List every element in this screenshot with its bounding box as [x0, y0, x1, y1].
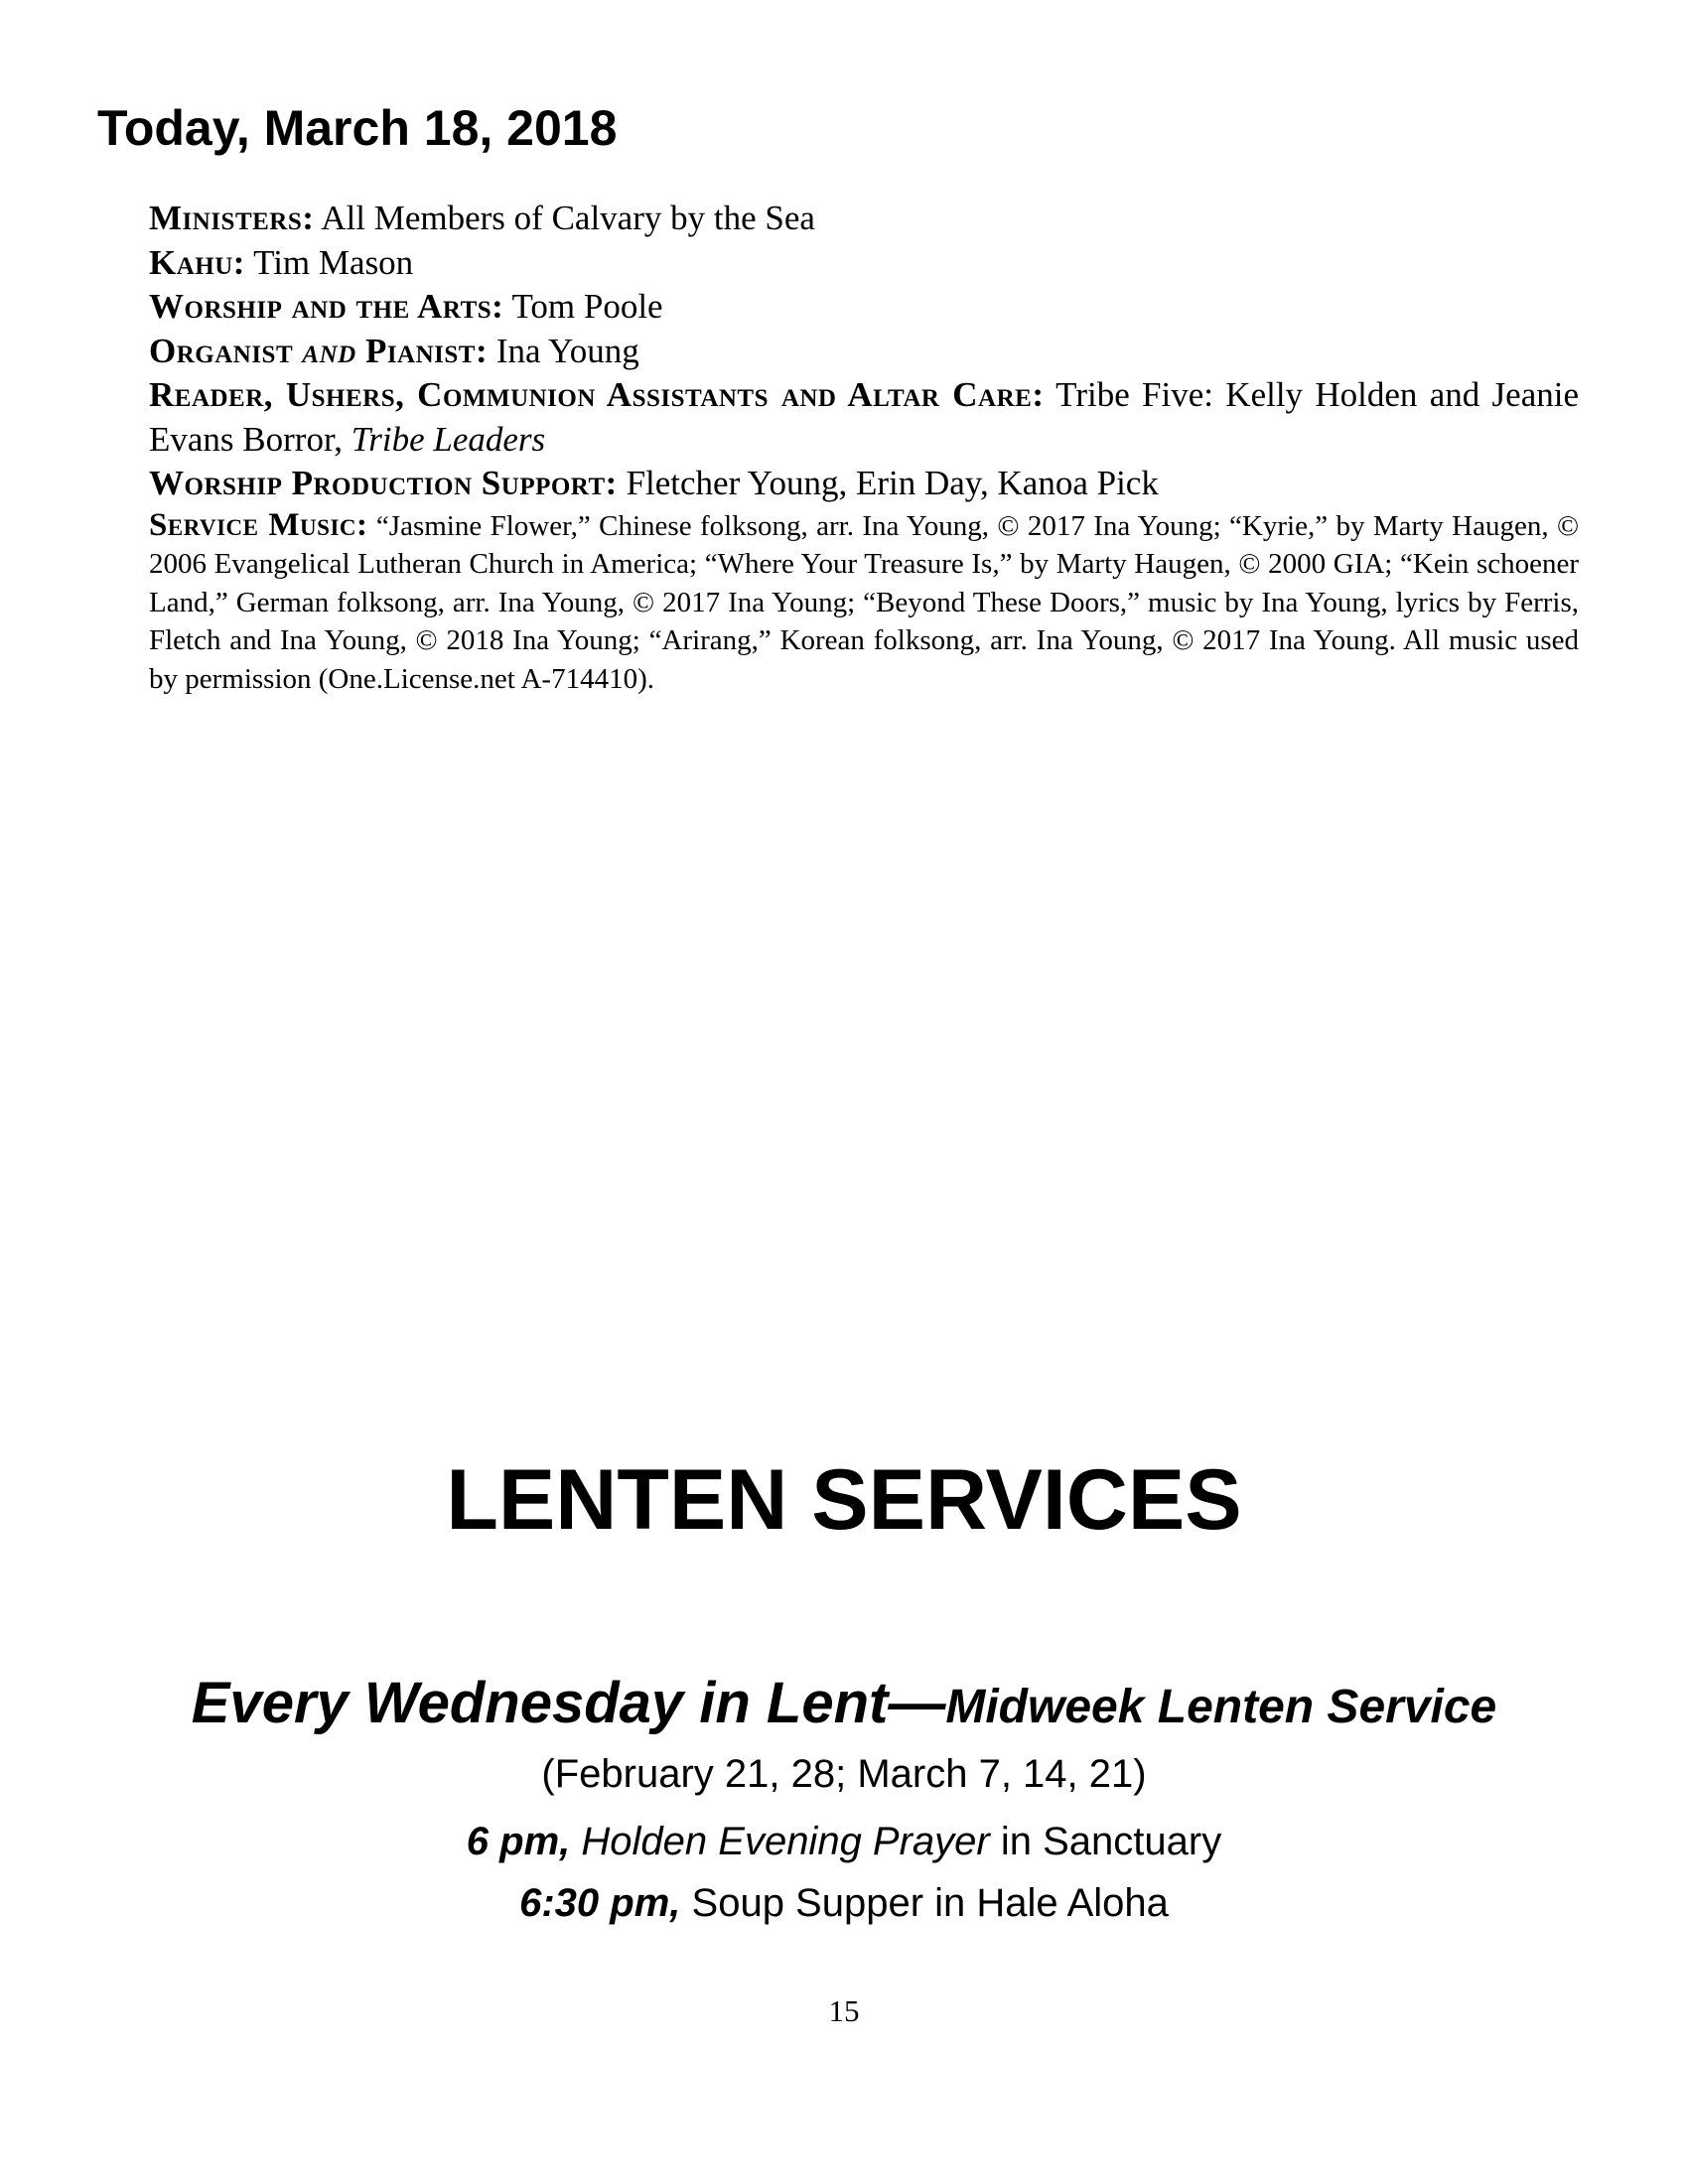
schedule-event: in Sanctuary [989, 1820, 1222, 1863]
role-label-organist-and: and [302, 331, 356, 370]
schedule-event: Soup Supper in Hale Aloha [680, 1881, 1169, 1925]
schedule-time: 6:30 pm, [519, 1881, 681, 1925]
credit-ministers [149, 197, 1579, 241]
every-wednesday-text: Every Wednesday in Lent— [191, 1671, 946, 1735]
schedule-event-italic: Holden Evening Prayer [581, 1820, 990, 1863]
schedule-time: 6 pm, [466, 1820, 571, 1863]
role-label-production: Worship Production Support: [149, 464, 618, 502]
role-label-music: Service Music: [149, 506, 368, 543]
page-title: Today, March 18, 2018 [97, 100, 618, 156]
role-label-organist [149, 332, 488, 370]
role-label-kahu: Kahu: [149, 242, 245, 282]
role-label-ministers: Ministers: [149, 199, 315, 237]
role-label-organist-a: Organist [149, 331, 294, 370]
role-value-music: “Jasmine Flower,” Chinese folksong, arr. Ina Young, © 2017 Ina Young; “Kyrie,” by Marty Haugen, © 2006 Evangelical Lutheran Church in America; “Where Your Treasure Is,” by Marty Haugen, © 2000 GIA; “Kein schoener Land,” German folksong, arr. Ina Young, © 2017 Ina Young; “Beyond These Doors,” music by Ina Young, lyrics by Ferris, Fletch and Ina Young, © 2018 Ina Young; “Arirang,” Korean folksong, arr. Ina Young, © 2017 Ina Young. All music used by permission (One.License.net A-714410). [149, 509, 1580, 695]
credit-service-music [149, 506, 1579, 699]
role-value-reader: Tribe Five: Kelly Holden and Jeanie Evans Borror, [149, 375, 1580, 459]
every-wednesday-line [0, 1668, 1688, 1743]
role-value-worship-arts: Tom Poole [511, 287, 663, 326]
role-value-organist: Ina Young [495, 331, 639, 370]
role-label-organist-b: Pianist: [364, 331, 489, 370]
credit-organist [149, 330, 1579, 374]
credit-kahu [149, 241, 1579, 286]
schedule-item [0, 1811, 1688, 1872]
credit-worship-arts [149, 285, 1579, 330]
role-value-kahu: Tim Mason [253, 242, 414, 282]
lenten-services-heading: LENTEN SERVICES [446, 1452, 1242, 1548]
role-value-production: Fletcher Young, Erin Day, Kanoa Pick [626, 464, 1159, 502]
credit-production [149, 462, 1579, 506]
credit-reader [149, 373, 1579, 462]
page-number: 15 [828, 1993, 860, 2028]
midweek-service-text: Midweek Lenten Service [945, 1681, 1497, 1733]
lenten-dates: (February 21, 28; March 7, 14, 21) [541, 1752, 1147, 1796]
schedule-item [0, 1872, 1688, 1934]
role-label-worship-arts: Worship and the Arts: [149, 287, 504, 326]
lenten-schedule [0, 1668, 1688, 1934]
role-label-reader: Reader, Ushers, Communion Assistants and Altar Care: [149, 375, 1045, 414]
role-value-ministers: All Members of Calvary by the Sea [321, 199, 815, 237]
role-value-reader-italic: Tribe Leaders [351, 419, 546, 459]
service-credits [149, 197, 1579, 698]
